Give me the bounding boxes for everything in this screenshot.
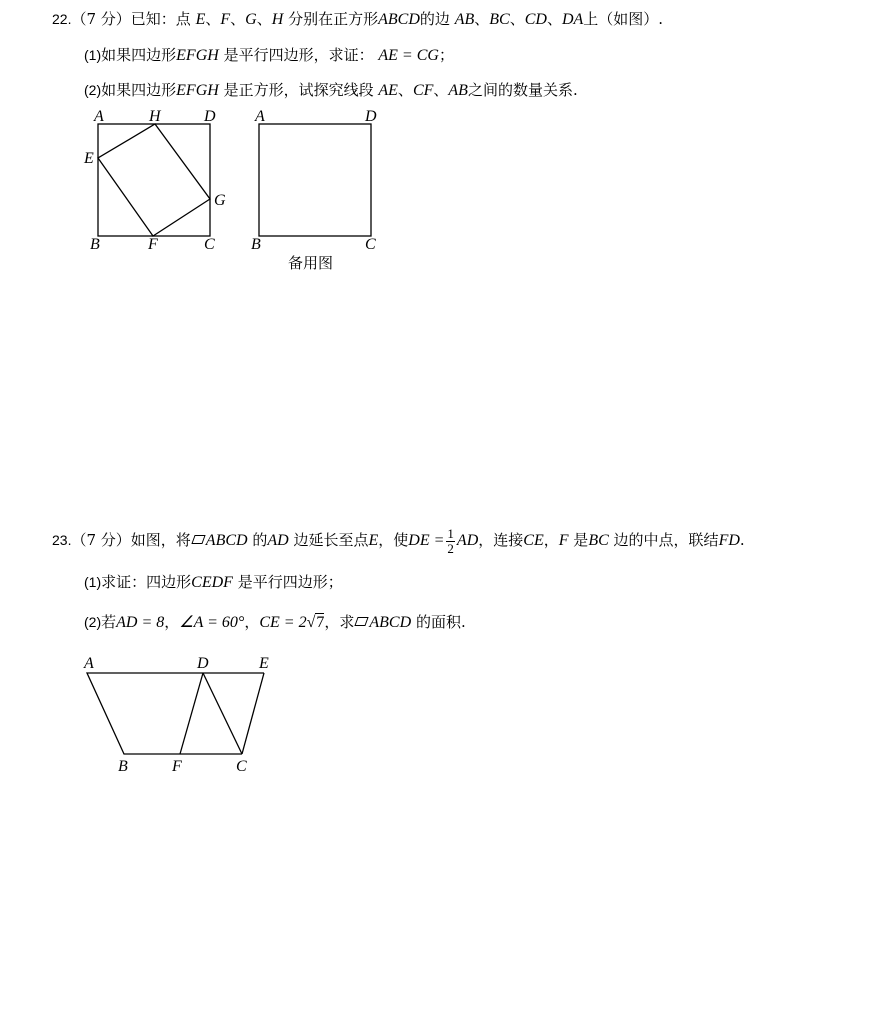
label-h: H <box>149 108 161 125</box>
q23-part1: (1)求证：四边形CEDF 是平行四边形； <box>84 573 343 591</box>
parallelogram-symbol-icon <box>355 617 369 626</box>
fig23-label-f: F <box>172 758 182 775</box>
fig23-label-d: D <box>197 655 209 672</box>
q23-part2: (2)若AD = 8，∠A = 60°，CE = 2√7，求 ABCD 的面积. <box>84 613 466 631</box>
spare-label-c: C <box>365 236 376 253</box>
q23-score: （7 分） <box>71 531 131 549</box>
q22-part1: (1)如果四边形EFGH 是平行四边形，求证： AE = CG； <box>84 46 454 64</box>
fig23-label-b: B <box>118 758 128 775</box>
fig23-label-e: E <box>259 655 269 672</box>
spare-label-a: A <box>255 108 265 125</box>
parallelogram-symbol-icon <box>191 535 205 544</box>
sqrt-symbol-icon: √ <box>306 614 316 631</box>
square-abcd <box>98 124 210 236</box>
label-e: E <box>84 150 94 167</box>
label-d: D <box>204 108 216 125</box>
quad-efgh <box>98 124 210 236</box>
fig23-label-c: C <box>236 758 247 775</box>
fraction-one-half: $\frac{1}{2}$ <box>447 525 454 556</box>
q23-stem: 23.（7 分）如图，将 ABCD 的AD 边延长至点E，使DE = $\frac{1}{2}$ AD，连接CE，F 是BC 边的中点，联结FD. <box>52 525 745 556</box>
label-c: C <box>204 236 215 253</box>
q22-stem: 22.（7 分）已知：点 E、F、G、H 分别在正方形ABCD的边 AB、BC、CD、DA上（如图）. <box>52 10 664 28</box>
segment-fd <box>180 673 203 754</box>
segment-dc <box>203 673 242 754</box>
label-g: G <box>214 192 226 209</box>
fig23-label-a: A <box>84 655 94 672</box>
q22-part2: (2)如果四边形EFGH 是正方形，试探究线段 AE、CF、AB之间的数量关系. <box>84 81 578 99</box>
q23-number: 23 <box>52 532 68 548</box>
label-a: A <box>94 108 104 125</box>
q22-score: （7 分） <box>71 10 131 28</box>
q22-part1-equation: AE = CG <box>378 47 439 64</box>
spare-label-d: D <box>365 108 377 125</box>
spare-figure-caption: 备用图 <box>288 254 334 272</box>
segment-ce <box>242 673 264 754</box>
label-b: B <box>90 236 100 253</box>
parallelogram-abcd <box>87 673 264 754</box>
spare-label-b: B <box>251 236 261 253</box>
q22-figure-main <box>98 124 210 236</box>
label-f: F <box>148 236 158 253</box>
q22-number: 22 <box>52 11 68 27</box>
q22-spare-square <box>259 124 371 236</box>
q23-figure <box>87 673 264 754</box>
